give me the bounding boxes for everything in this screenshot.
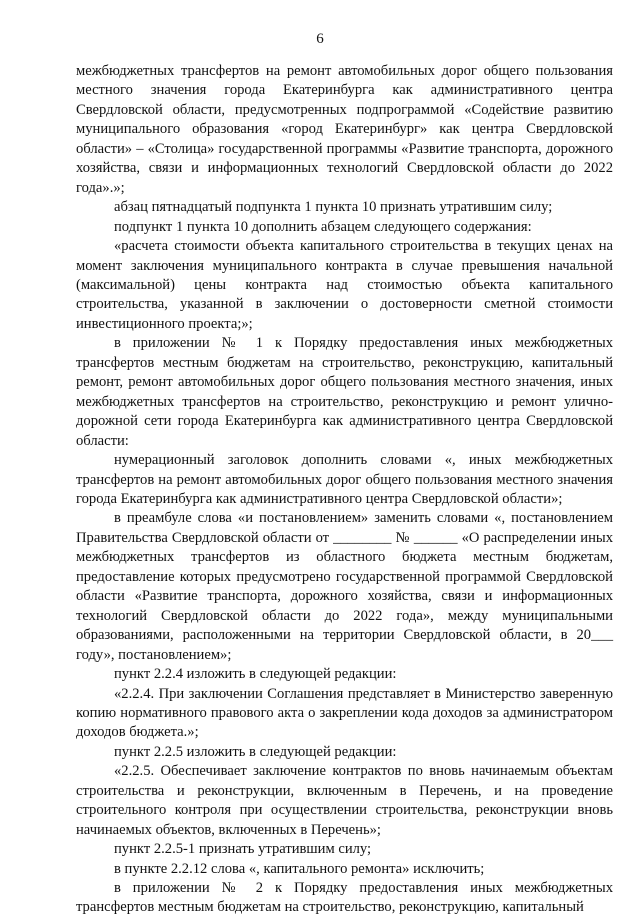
paragraph: «расчета стоимости объекта капитального строительства в текущих ценах на момент заключения муниципального контракта в случае превышения начальной (максимальной) цены контракта над стоимостью объекта капитального строительства, указанной в заключении о достоверности сметной стоимости инвестиционного проекта;»;: [76, 238, 613, 332]
document-body: [76, 62, 613, 918]
paragraph: пункт 2.2.4 изложить в следующей редакции:: [114, 666, 397, 683]
paragraph: подпункт 1 пункта 10 дополнить абзацем следующего содержания:: [114, 218, 532, 235]
paragraph: в пункте 2.2.12 слова «, капитального ремонта» исключить;: [114, 860, 485, 877]
paragraph: в приложении № 2 к Порядку предоставления иных межбюджетных трансфертов местным бюджетам на строительство, реконструкцию, капитальный: [76, 880, 613, 916]
paragraph: абзац пятнадцатый подпункта 1 пункта 10 признать утратившим силу;: [114, 199, 553, 216]
paragraph: «2.2.4. При заключении Соглашения представляет в Министерство заверенную копию нормативного правового акта о закреплении кода доходов за администратором доходов бюджета.»;: [76, 685, 613, 741]
page-number: 6: [316, 31, 324, 47]
paragraph: в преамбуле слова «и постановлением» заменить словами «, постановлением Правительства Свердловской области от ________ № ______ «О распределении иных межбюджетных трансфертов из областного бюджета местным бюджетам, предоставление которых предусмотрено государственной программой Свердловской области «Развитие транспорта, дорожного хозяйства, связи и информационных технологий Свердловской области до 2022 года», между муниципальными образованиями, расположенными на территории Свердловской области, в 20___ году», постановлением»;: [76, 510, 613, 663]
paragraph: пункт 2.2.5-1 признать утратившим силу;: [114, 841, 372, 858]
paragraph: в приложении № 1 к Порядку предоставления иных межбюджетных трансфертов местным бюджетам на строительство, реконструкцию, капитальный ремонт, ремонт автомобильных дорог общего пользования местного значения, иных межбюджетных трансфертов на строительство, реконструкцию и ремонт улично-дорожной сети города Екатеринбурга как административного центра Свердловской области:: [76, 335, 613, 449]
paragraph: пункт 2.2.5 изложить в следующей редакции:: [114, 743, 397, 760]
paragraph: межбюджетных трансфертов на ремонт автомобильных дорог общего пользования местного значения города Екатеринбурга как административного центра Свердловской области, предусмотренных подпрограммой «Содействие развитию муниципального образования «город Екатеринбург» как центра Свердловской области» – «Столица» государственной программы «Развитие транспорта, дорожного хозяйства, связи и информационных технологий Свердловской области до 2022 года».»;: [76, 63, 613, 196]
paragraph: «2.2.5. Обеспечивает заключение контрактов по вновь начинаемым объектам строительства и реконструкции, включенным в Перечень, и на проведение строительного контроля при осуществлении строительства, реконструкции вновь начинаемых объектов, включенных в Перечень»;: [76, 763, 613, 838]
paragraph: нумерационный заголовок дополнить словами «, иных межбюджетных трансфертов на ремонт автомобильных дорог общего пользования местного значения города Екатеринбурга как административного центра Свердловской области»;: [76, 452, 613, 507]
